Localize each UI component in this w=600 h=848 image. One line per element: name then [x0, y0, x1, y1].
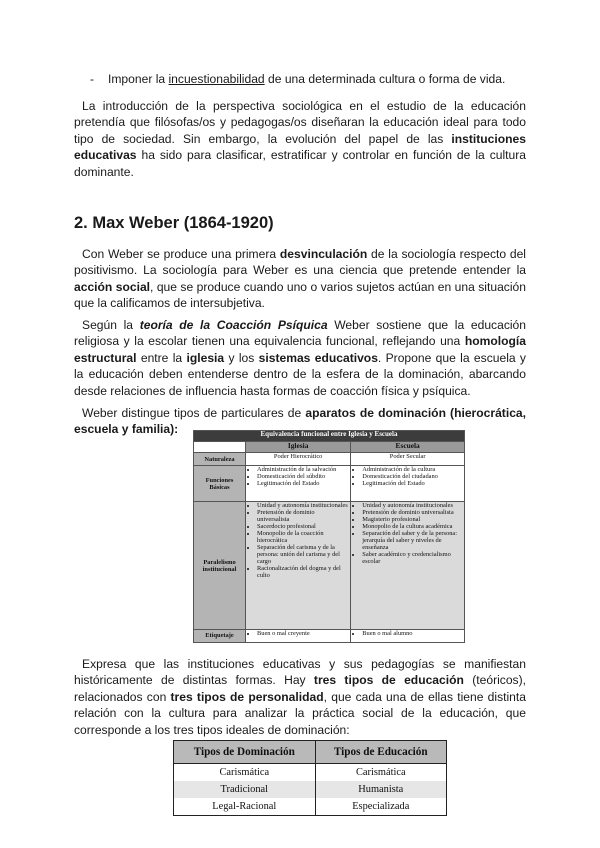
list-item: • Administración de la salvación — [257, 466, 348, 473]
col-header-educacion: Tipos de Educación — [315, 741, 446, 764]
table-caption: Equivalencia funcional entre Iglesia y Escuela — [194, 431, 465, 442]
cell: Poder Hierocrático — [246, 453, 351, 466]
bullet-dash: - — [90, 72, 95, 86]
paragraph-coaccion — [74, 317, 526, 399]
list-item: • Monopolio de la coacción hierocrática — [257, 530, 348, 544]
bold-italic-term: teoría de la Coacción Psíquica — [139, 318, 328, 332]
cell: Carismática — [174, 764, 316, 782]
bullet-text-post: de una determinada cultura o forma de vida. — [264, 72, 506, 86]
text: , que cada una de ellas tiene distinta relación con la cultura para analizar la práctica social de la educación, que corresponde a los tres tipos ideales de dominación: — [74, 689, 526, 737]
paragraph-weber-intro — [74, 246, 526, 312]
list-item: • Saber académico y credencialismo escolar — [362, 551, 462, 565]
text: (teóricos), relacionados con — [74, 673, 526, 704]
table-row — [174, 764, 447, 782]
cell: Carismática — [315, 764, 446, 782]
list-item: • Monopolio de la cultura académica — [362, 523, 462, 530]
text: entre la — [136, 350, 187, 365]
section-heading: 2. Max Weber (1864-1920) — [74, 214, 274, 232]
bold-term: instituciones educativas — [74, 131, 526, 163]
row-header-funciones: Funciones Básicas — [194, 466, 246, 502]
text: Según la — [82, 318, 140, 332]
text: y los — [224, 350, 259, 365]
col-header-iglesia: Iglesia — [246, 442, 351, 453]
cell — [351, 466, 465, 502]
row-header-paralelismo: Paralelismo institucional — [194, 502, 246, 630]
bold-term: aparatos de dominación (hierocrática, escuela y familia): — [74, 406, 527, 437]
list-item: • Buen o mal creyente — [257, 630, 348, 637]
bullet-item — [90, 72, 505, 86]
cell: Tradicional — [174, 781, 316, 798]
list-item: • Unidad y autonomía institucionales — [362, 502, 462, 509]
domination-table — [173, 740, 447, 816]
list-item: • Buen o mal alumno — [362, 630, 462, 637]
list-item: • Pretensión de dominio universalista — [257, 509, 348, 523]
text: Weber sostiene que la educación religiosa y la escolar tienen una equivalencia funcional, reflejando una — [74, 318, 527, 349]
list-item: • Domesticación del ciudadano — [362, 473, 462, 480]
text: Con Weber se produce una primera — [82, 247, 280, 261]
list-item: • Pretensión de dominio universalista — [362, 509, 462, 516]
row-header-etiquetaje: Etiquetaje — [194, 629, 246, 642]
cell — [246, 629, 351, 642]
cell — [246, 502, 351, 630]
bold-term: tres tipos de educación — [313, 673, 464, 688]
bullet-text-pre: Imponer la — [108, 72, 169, 86]
list-item: • Legitimación del Estado — [362, 480, 462, 487]
bold-term: tres tipos de personalidad — [170, 689, 324, 704]
bullet-underlined-term: incuestionabilidad — [168, 72, 265, 86]
list-item: • Administración de la cultura — [362, 466, 462, 473]
text: . Propone que la escuela y la educación deben entenderse dentro de la esfera de la dominación, abarcando desde relaciones de influencia hasta formas de coacción física y psíquica. — [74, 350, 526, 398]
list-item: • Domesticación del súbdito — [257, 473, 348, 480]
bold-term: acción social — [74, 279, 151, 294]
equivalence-table — [193, 430, 465, 643]
paragraph-intro — [74, 98, 526, 180]
cell — [351, 629, 465, 642]
cell — [246, 466, 351, 502]
cell: Especializada — [315, 798, 446, 816]
table-corner — [194, 442, 246, 453]
paragraph-tipos — [74, 656, 526, 738]
cell: Legal-Racional — [174, 798, 316, 816]
row-header-naturaleza: Naturaleza — [194, 453, 246, 466]
cell — [351, 502, 465, 630]
text: Weber distingue tipos de particulares de — [82, 406, 306, 420]
table-row — [174, 781, 447, 798]
list-item: • Sacerdocio profesional — [257, 523, 348, 530]
bold-term: homología estructural — [74, 334, 526, 365]
text: Expresa que las instituciones educativas y sus pedagogías se manifiestan históricamente de distintas formas. Hay — [74, 657, 526, 688]
text: ha sido para clasificar, estratificar y controlar en función de la cultura dominante. — [74, 148, 526, 179]
text: de la sociología respecto del positivismo. La sociología para Weber es una ciencia que pretende entender la — [74, 247, 526, 278]
list-item: • Legitimación del Estado — [257, 480, 348, 487]
list-item: • Separación del saber y de la persona: jerarquía del saber y niveles de enseñanza — [362, 530, 462, 551]
text: La introducción de la perspectiva sociológica en el estudio de la educación pretendía que filósofas/os y pedagogas/os diseñaran la educación ideal para todo tipo de sociedad. Sin embargo, la evolución del papel de las — [74, 99, 526, 146]
cell: Humanista — [315, 781, 446, 798]
cell: Poder Secular — [351, 453, 465, 466]
bold-term: iglesia — [186, 350, 225, 365]
list-item: • Racionalización del dogma y del culto — [257, 565, 348, 579]
list-item: • Magisterio profesional — [362, 516, 462, 523]
bold-term: desvinculación — [279, 247, 368, 261]
list-item: • Unidad y autonomía institucionales — [257, 502, 348, 509]
table-row — [174, 798, 447, 816]
list-item: • Separación del carisma y de la persona: unión del carisma y del cargo — [257, 544, 348, 565]
col-header-dominacion: Tipos de Dominación — [174, 741, 316, 764]
bold-term: sistemas educativos — [258, 350, 378, 365]
col-header-escuela: Escuela — [351, 442, 465, 453]
text: , que se produce cuando uno o varios sujetos actúan en una situación que la calificamos de intersubjetiva. — [74, 279, 526, 311]
